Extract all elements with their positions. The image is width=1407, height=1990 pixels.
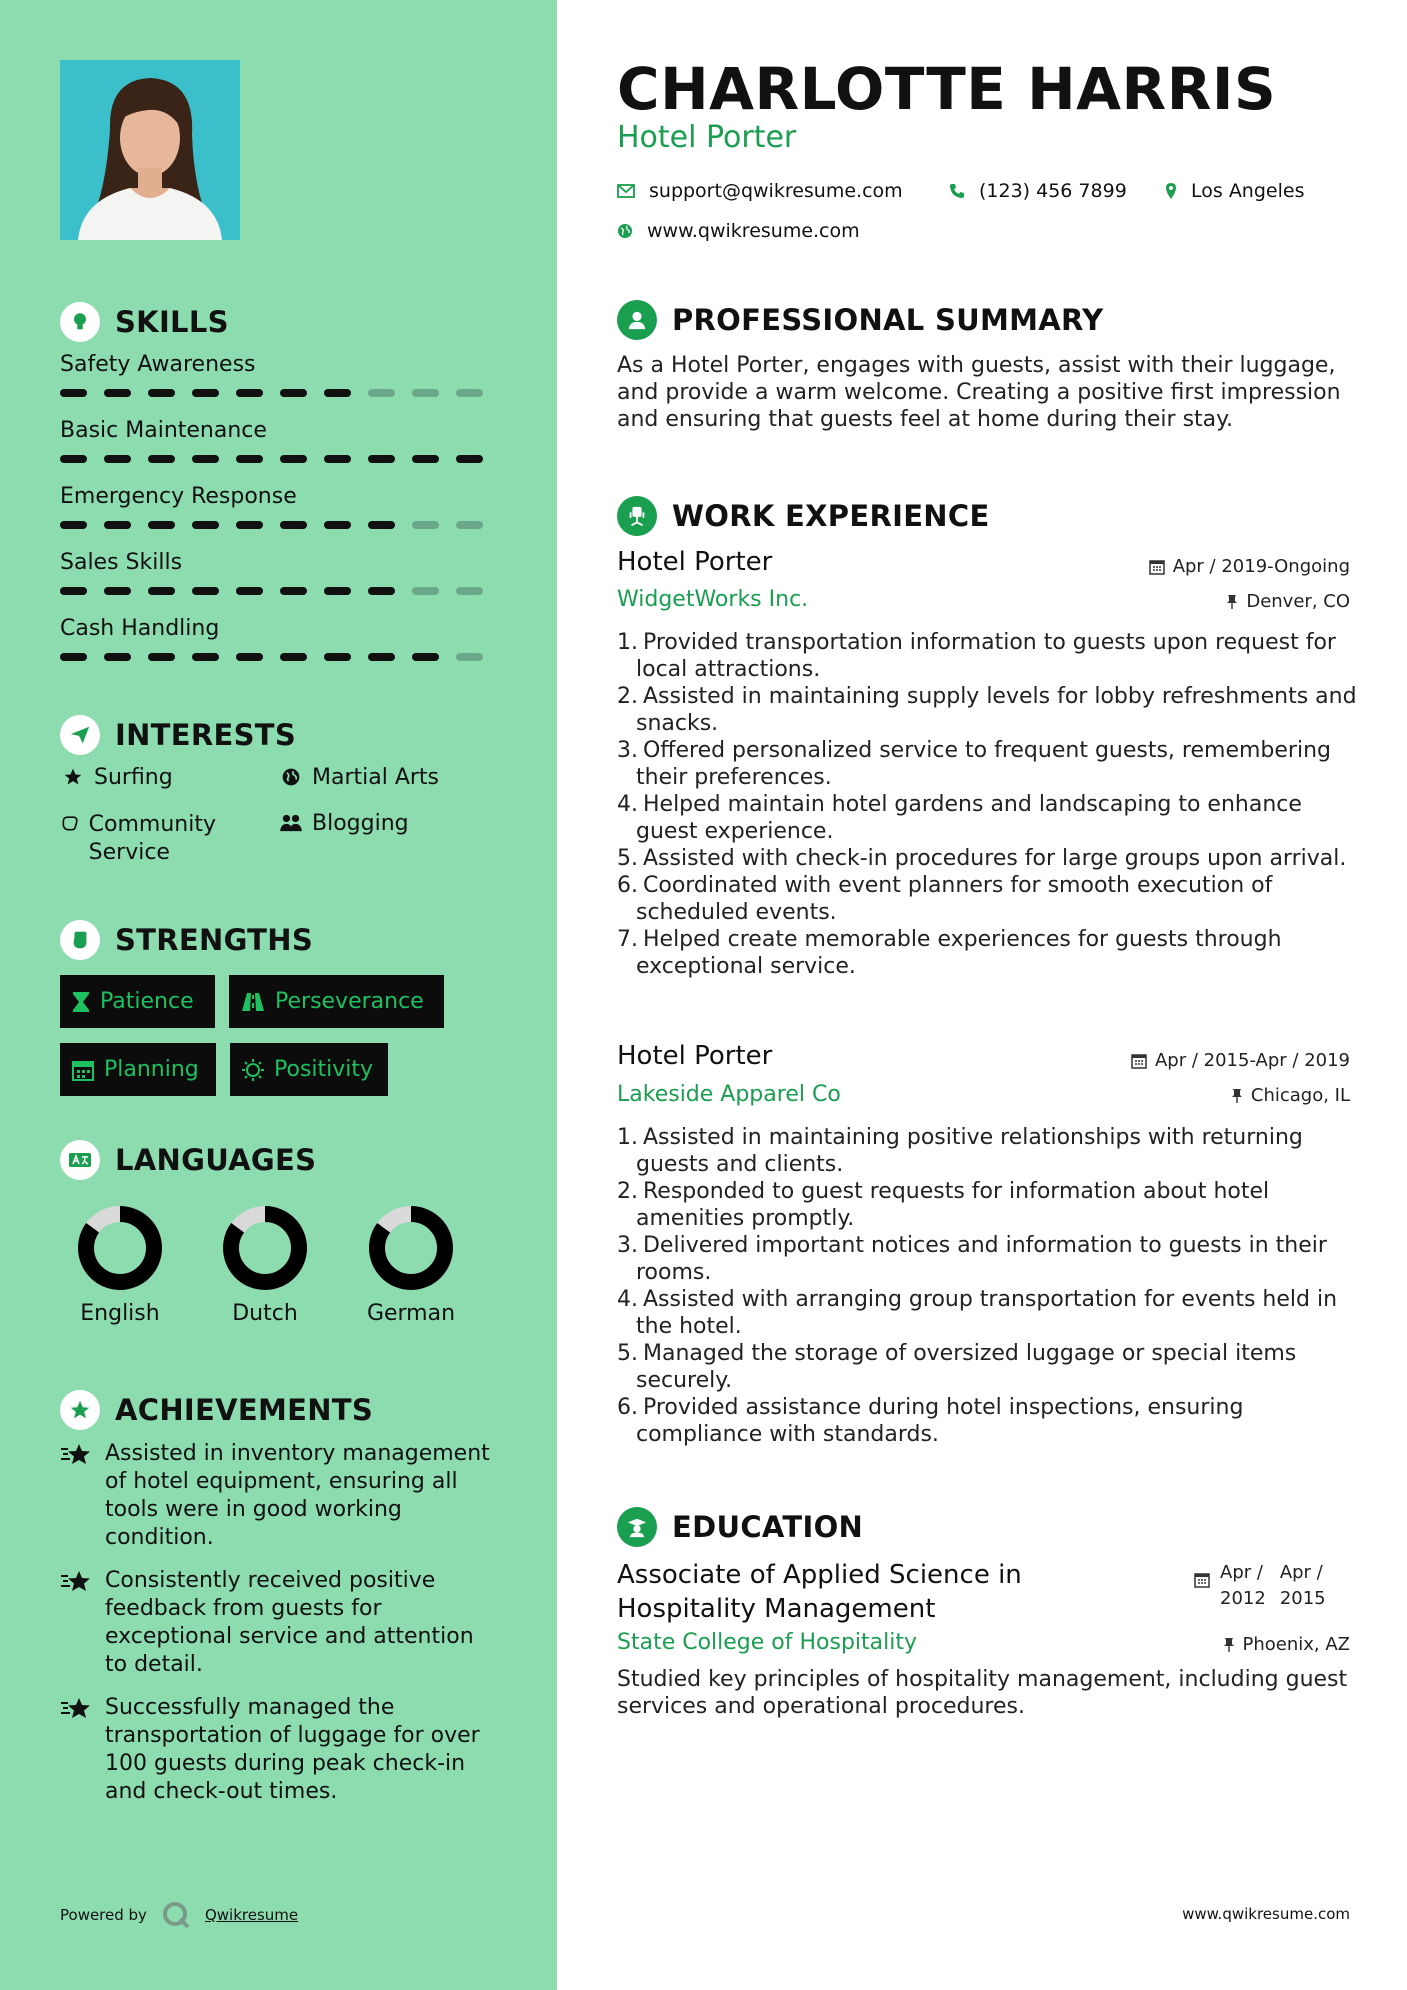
duty-text: Assisted in maintaining positive relationships with returning guests and clients. bbox=[636, 1125, 1303, 1177]
skill-dash-empty bbox=[412, 389, 439, 397]
skill-dash-filled bbox=[324, 587, 351, 595]
language-ring bbox=[77, 1205, 163, 1291]
duty-item bbox=[617, 1232, 1357, 1286]
achievements-heading bbox=[60, 1390, 373, 1430]
skill-dash-filled bbox=[60, 587, 87, 595]
education-start bbox=[1220, 1560, 1266, 1612]
education-location bbox=[1223, 1634, 1351, 1655]
duty-text: Managed the storage of oversized luggage or special items securely. bbox=[636, 1341, 1297, 1393]
star-burst-icon bbox=[60, 1694, 105, 1806]
interest-item bbox=[60, 765, 173, 790]
duty-item bbox=[617, 791, 1357, 845]
duty-number: 2. bbox=[617, 1179, 638, 1204]
graduate-icon bbox=[617, 1507, 657, 1547]
achievement-item bbox=[60, 1694, 500, 1806]
education-start-month: Apr / bbox=[1220, 1562, 1263, 1583]
skill-dash-filled bbox=[104, 653, 131, 661]
skill-dash-filled bbox=[236, 587, 263, 595]
duty-item bbox=[617, 926, 1357, 980]
skill-dash-filled bbox=[280, 455, 307, 463]
achievement-text: Consistently received positive feedback from guests for exceptional service and attention to detail. bbox=[105, 1568, 474, 1677]
language-item bbox=[60, 1205, 180, 1326]
duty-item bbox=[617, 845, 1357, 872]
calendar-icon bbox=[1194, 1560, 1210, 1612]
duty-number: 4. bbox=[617, 1287, 638, 1312]
calendar-icon bbox=[1131, 1053, 1147, 1069]
job-dates-text: Apr / 2019-Ongoing bbox=[1172, 556, 1350, 577]
duty-text: Helped maintain hotel gardens and landscaping to enhance guest experience. bbox=[636, 792, 1302, 844]
skill-dash-filled bbox=[192, 587, 219, 595]
skill-dash-filled bbox=[412, 653, 439, 661]
duty-text: Provided transportation information to guests upon request for local attractions. bbox=[636, 630, 1336, 682]
strength-label: Perseverance bbox=[275, 989, 424, 1014]
skill-dash-filled bbox=[412, 455, 439, 463]
skill-dash-filled bbox=[104, 455, 131, 463]
language-label: English bbox=[80, 1301, 160, 1326]
contact-phone bbox=[949, 180, 1127, 202]
skill-dash-filled bbox=[324, 389, 351, 397]
language-label: Dutch bbox=[232, 1301, 298, 1326]
duty-text: Offered personalized service to frequent guests, remembering their preferences. bbox=[636, 738, 1331, 790]
qwikresume-link[interactable]: Qwikresume bbox=[204, 1906, 299, 1924]
phone-icon bbox=[949, 183, 965, 199]
education-heading bbox=[617, 1507, 863, 1547]
paper-plane-icon bbox=[60, 715, 100, 755]
strength-label: Positivity bbox=[274, 1057, 374, 1082]
powered-by bbox=[60, 1900, 298, 1930]
skill-dash-filled bbox=[148, 653, 175, 661]
skill-dash-filled bbox=[104, 389, 131, 397]
skill-meter bbox=[60, 455, 500, 463]
candidate-role: Hotel Porter bbox=[617, 120, 797, 155]
strength-label: Patience bbox=[100, 989, 194, 1014]
skill-dash-filled bbox=[236, 389, 263, 397]
user-icon bbox=[617, 300, 657, 340]
job-location-text: Denver, CO bbox=[1246, 591, 1350, 612]
education-start-year: 2012 bbox=[1220, 1588, 1266, 1609]
job-duties bbox=[617, 629, 1357, 980]
contact-website bbox=[617, 220, 860, 242]
interest-label: Blogging bbox=[312, 811, 409, 836]
globe-icon bbox=[617, 223, 633, 239]
strength-badge bbox=[60, 975, 215, 1028]
skill-meter bbox=[60, 587, 500, 595]
star-burst-icon bbox=[60, 1567, 105, 1679]
job-dates-text: Apr / 2015-Apr / 2019 bbox=[1154, 1050, 1350, 1071]
strengths-title: STRENGTHS bbox=[115, 923, 314, 957]
summary-heading bbox=[617, 300, 1103, 340]
skill-dash-empty bbox=[368, 389, 395, 397]
skill-dash-filled bbox=[368, 455, 395, 463]
duty-number: 2. bbox=[617, 684, 638, 709]
duty-number: 3. bbox=[617, 1233, 638, 1258]
skill-dash-filled bbox=[236, 653, 263, 661]
skill-dash-filled bbox=[192, 389, 219, 397]
skill-dash-empty bbox=[456, 653, 483, 661]
education-title: EDUCATION bbox=[672, 1510, 864, 1544]
language-ring bbox=[368, 1205, 454, 1291]
education-end-year: 2015 bbox=[1279, 1588, 1326, 1609]
skill-item bbox=[60, 352, 500, 397]
duty-item bbox=[617, 1340, 1357, 1394]
duty-text: Assisted in maintaining supply levels for lobby refreshments and snacks. bbox=[636, 684, 1357, 736]
duty-number: 6. bbox=[617, 1395, 638, 1420]
interest-item bbox=[278, 765, 439, 790]
duty-item bbox=[617, 629, 1357, 683]
skill-dash-filled bbox=[280, 653, 307, 661]
skill-dash-filled bbox=[60, 389, 87, 397]
duty-number: 1. bbox=[617, 1125, 638, 1150]
degree-name: Associate of Applied Science in Hospitality Management bbox=[617, 1560, 1022, 1624]
interest-item bbox=[278, 811, 409, 836]
duty-item bbox=[617, 1394, 1357, 1448]
translate-icon bbox=[60, 1140, 100, 1180]
duty-item bbox=[617, 737, 1357, 791]
qwikresume-logo-icon bbox=[161, 1900, 191, 1930]
interest-label: Surfing bbox=[94, 765, 173, 790]
skill-dash-filled bbox=[368, 521, 395, 529]
hourglass-icon bbox=[72, 991, 90, 1013]
map-pin-icon bbox=[1165, 182, 1177, 200]
skill-dash-filled bbox=[324, 653, 351, 661]
fist-icon bbox=[60, 920, 100, 960]
strength-badge bbox=[230, 1043, 388, 1096]
company-name: WidgetWorks Inc. bbox=[617, 587, 809, 612]
skill-dash-filled bbox=[368, 587, 395, 595]
language-ring bbox=[222, 1205, 308, 1291]
skill-dash-filled bbox=[148, 389, 175, 397]
skill-dash-filled bbox=[456, 455, 483, 463]
achievement-item bbox=[60, 1567, 500, 1679]
skill-meter bbox=[60, 389, 500, 397]
skill-dash-filled bbox=[60, 455, 87, 463]
skill-item bbox=[60, 418, 500, 463]
strength-badge bbox=[229, 975, 444, 1028]
duty-number: 5. bbox=[617, 846, 638, 871]
job-duties bbox=[617, 1124, 1357, 1448]
skill-dash-filled bbox=[280, 521, 307, 529]
skill-dash-filled bbox=[324, 521, 351, 529]
job-location bbox=[1226, 591, 1350, 612]
strength-badge bbox=[60, 1043, 216, 1096]
skill-label: Emergency Response bbox=[60, 484, 297, 509]
duty-number: 3. bbox=[617, 738, 638, 763]
duty-text: Assisted with arranging group transportation for events held in the hotel. bbox=[636, 1287, 1338, 1339]
skill-label: Sales Skills bbox=[60, 550, 183, 575]
education-description: Studied key principles of hospitality management, including guest services and operational procedures. bbox=[617, 1667, 1348, 1719]
education-end bbox=[1280, 1560, 1326, 1612]
skill-dash-filled bbox=[280, 587, 307, 595]
company-name: Lakeside Apparel Co bbox=[617, 1082, 841, 1107]
education-dates bbox=[1194, 1560, 1326, 1612]
duty-text: Helped create memorable experiences for guests through exceptional service. bbox=[636, 927, 1282, 979]
pushpin-icon bbox=[1231, 1088, 1243, 1104]
star-burst-icon bbox=[60, 1440, 105, 1552]
interest-label: Martial Arts bbox=[312, 765, 440, 790]
skill-dash-empty bbox=[456, 587, 483, 595]
summary-title: PROFESSIONAL SUMMARY bbox=[672, 303, 1104, 337]
interest-label: Community Service bbox=[88, 812, 216, 865]
duty-text: Responded to guest requests for information about hotel amenities promptly. bbox=[636, 1179, 1270, 1231]
pushpin-icon bbox=[1226, 594, 1238, 610]
duty-text: Delivered important notices and information to guests in their rooms. bbox=[636, 1233, 1327, 1285]
star-icon bbox=[60, 765, 86, 787]
pushpin-icon bbox=[1223, 1637, 1235, 1653]
powered-by-label: Powered by bbox=[60, 1906, 147, 1924]
contact-email bbox=[617, 180, 903, 202]
languages-title: LANGUAGES bbox=[115, 1143, 317, 1177]
job-title: Hotel Porter bbox=[617, 1041, 773, 1071]
achievement-item bbox=[60, 1440, 500, 1552]
email-text[interactable]: support@qwikresume.com bbox=[649, 180, 903, 202]
skill-dash-empty bbox=[412, 521, 439, 529]
skill-dash-filled bbox=[236, 521, 263, 529]
skill-dash-filled bbox=[148, 587, 175, 595]
footer-url[interactable]: www.qwikresume.com bbox=[1182, 1905, 1350, 1923]
main-content bbox=[557, 0, 1407, 1990]
calendar-icon bbox=[72, 1059, 94, 1081]
location-text: Los Angeles bbox=[1191, 180, 1305, 202]
skill-dash-empty bbox=[456, 521, 483, 529]
interests-heading bbox=[60, 715, 296, 755]
achievement-text: Assisted in inventory management of hotel equipment, ensuring all tools were in good working condition. bbox=[105, 1441, 490, 1550]
duty-item bbox=[617, 1178, 1357, 1232]
skill-dash-empty bbox=[456, 389, 483, 397]
strengths-heading bbox=[60, 920, 313, 960]
duty-text: Assisted with check-in procedures for large groups upon arrival. bbox=[636, 846, 1347, 871]
lightbulb-icon bbox=[60, 302, 100, 342]
experience-heading bbox=[617, 496, 990, 536]
achievements-title: ACHIEVEMENTS bbox=[115, 1393, 374, 1427]
skill-dash-filled bbox=[148, 521, 175, 529]
skill-meter bbox=[60, 653, 500, 661]
candidate-name: CHARLOTTE HARRIS bbox=[617, 55, 1277, 123]
duty-item bbox=[617, 1124, 1357, 1178]
duty-text: Coordinated with event planners for smooth execution of scheduled events. bbox=[636, 873, 1273, 925]
language-item bbox=[351, 1205, 471, 1326]
hand-icon bbox=[60, 811, 81, 833]
job-location bbox=[1231, 1085, 1350, 1106]
skill-item bbox=[60, 550, 500, 595]
job-title: Hotel Porter bbox=[617, 547, 773, 577]
skill-label: Basic Maintenance bbox=[60, 418, 267, 443]
skill-dash-filled bbox=[236, 455, 263, 463]
skill-meter bbox=[60, 521, 500, 529]
skill-label: Cash Handling bbox=[60, 616, 220, 641]
job-dates bbox=[1149, 556, 1350, 577]
interest-item bbox=[60, 811, 260, 867]
language-label: German bbox=[366, 1301, 456, 1326]
website-text[interactable]: www.qwikresume.com bbox=[647, 220, 860, 242]
road-icon bbox=[241, 992, 265, 1012]
achievement-text: Successfully managed the transportation of luggage for over 100 guests during peak check-in and check-out times. bbox=[105, 1695, 480, 1804]
interests-title: INTERESTS bbox=[115, 718, 297, 752]
sun-icon bbox=[242, 1059, 264, 1081]
skill-dash-filled bbox=[192, 521, 219, 529]
job-location-text: Chicago, IL bbox=[1250, 1085, 1350, 1106]
summary-text: As a Hotel Porter, engages with guests, assist with their luggage, and provide a warm welcome. Creating a positive first impression and ensuring that guests feel at home during their stay. bbox=[617, 353, 1341, 432]
skill-dash-filled bbox=[148, 455, 175, 463]
star-badge-icon bbox=[60, 1390, 100, 1430]
skill-dash-filled bbox=[60, 521, 87, 529]
calendar-icon bbox=[1149, 559, 1165, 575]
duty-text: Provided assistance during hotel inspections, ensuring compliance with standards. bbox=[636, 1395, 1244, 1447]
skill-item bbox=[60, 484, 500, 529]
duty-item bbox=[617, 872, 1357, 926]
job-dates bbox=[1131, 1050, 1350, 1071]
contact-location bbox=[1165, 180, 1304, 202]
sidebar bbox=[0, 0, 557, 1990]
duty-number: 1. bbox=[617, 630, 638, 655]
duty-item bbox=[617, 1286, 1357, 1340]
skills-title: SKILLS bbox=[115, 305, 229, 339]
skill-dash-filled bbox=[280, 389, 307, 397]
duty-number: 5. bbox=[617, 1341, 638, 1366]
school-name: State College of Hospitality bbox=[617, 1630, 918, 1655]
education-end-month: Apr / bbox=[1279, 1562, 1323, 1583]
duty-number: 7. bbox=[617, 927, 638, 952]
skill-dash-filled bbox=[324, 455, 351, 463]
duty-number: 6. bbox=[617, 873, 638, 898]
skill-item bbox=[60, 616, 500, 661]
skill-dash-filled bbox=[192, 455, 219, 463]
skill-dash-filled bbox=[192, 653, 219, 661]
languages-heading bbox=[60, 1140, 316, 1180]
skill-dash-filled bbox=[60, 653, 87, 661]
skill-dash-filled bbox=[368, 653, 395, 661]
experience-title: WORK EXPERIENCE bbox=[672, 499, 990, 533]
language-item bbox=[205, 1205, 325, 1326]
education-location-text: Phoenix, AZ bbox=[1242, 1634, 1350, 1655]
users-icon bbox=[278, 811, 304, 833]
envelope-icon bbox=[617, 184, 635, 198]
skills-heading bbox=[60, 302, 229, 342]
duty-item bbox=[617, 683, 1357, 737]
duty-number: 4. bbox=[617, 792, 638, 817]
skill-dash-filled bbox=[104, 587, 131, 595]
office-chair-icon bbox=[617, 496, 657, 536]
phone-text: (123) 456 7899 bbox=[979, 180, 1127, 202]
globe-icon bbox=[278, 765, 304, 787]
profile-photo bbox=[60, 60, 240, 240]
strength-label: Planning bbox=[104, 1057, 199, 1082]
skill-label: Safety Awareness bbox=[60, 352, 256, 377]
skill-dash-filled bbox=[104, 521, 131, 529]
skill-dash-empty bbox=[412, 587, 439, 595]
